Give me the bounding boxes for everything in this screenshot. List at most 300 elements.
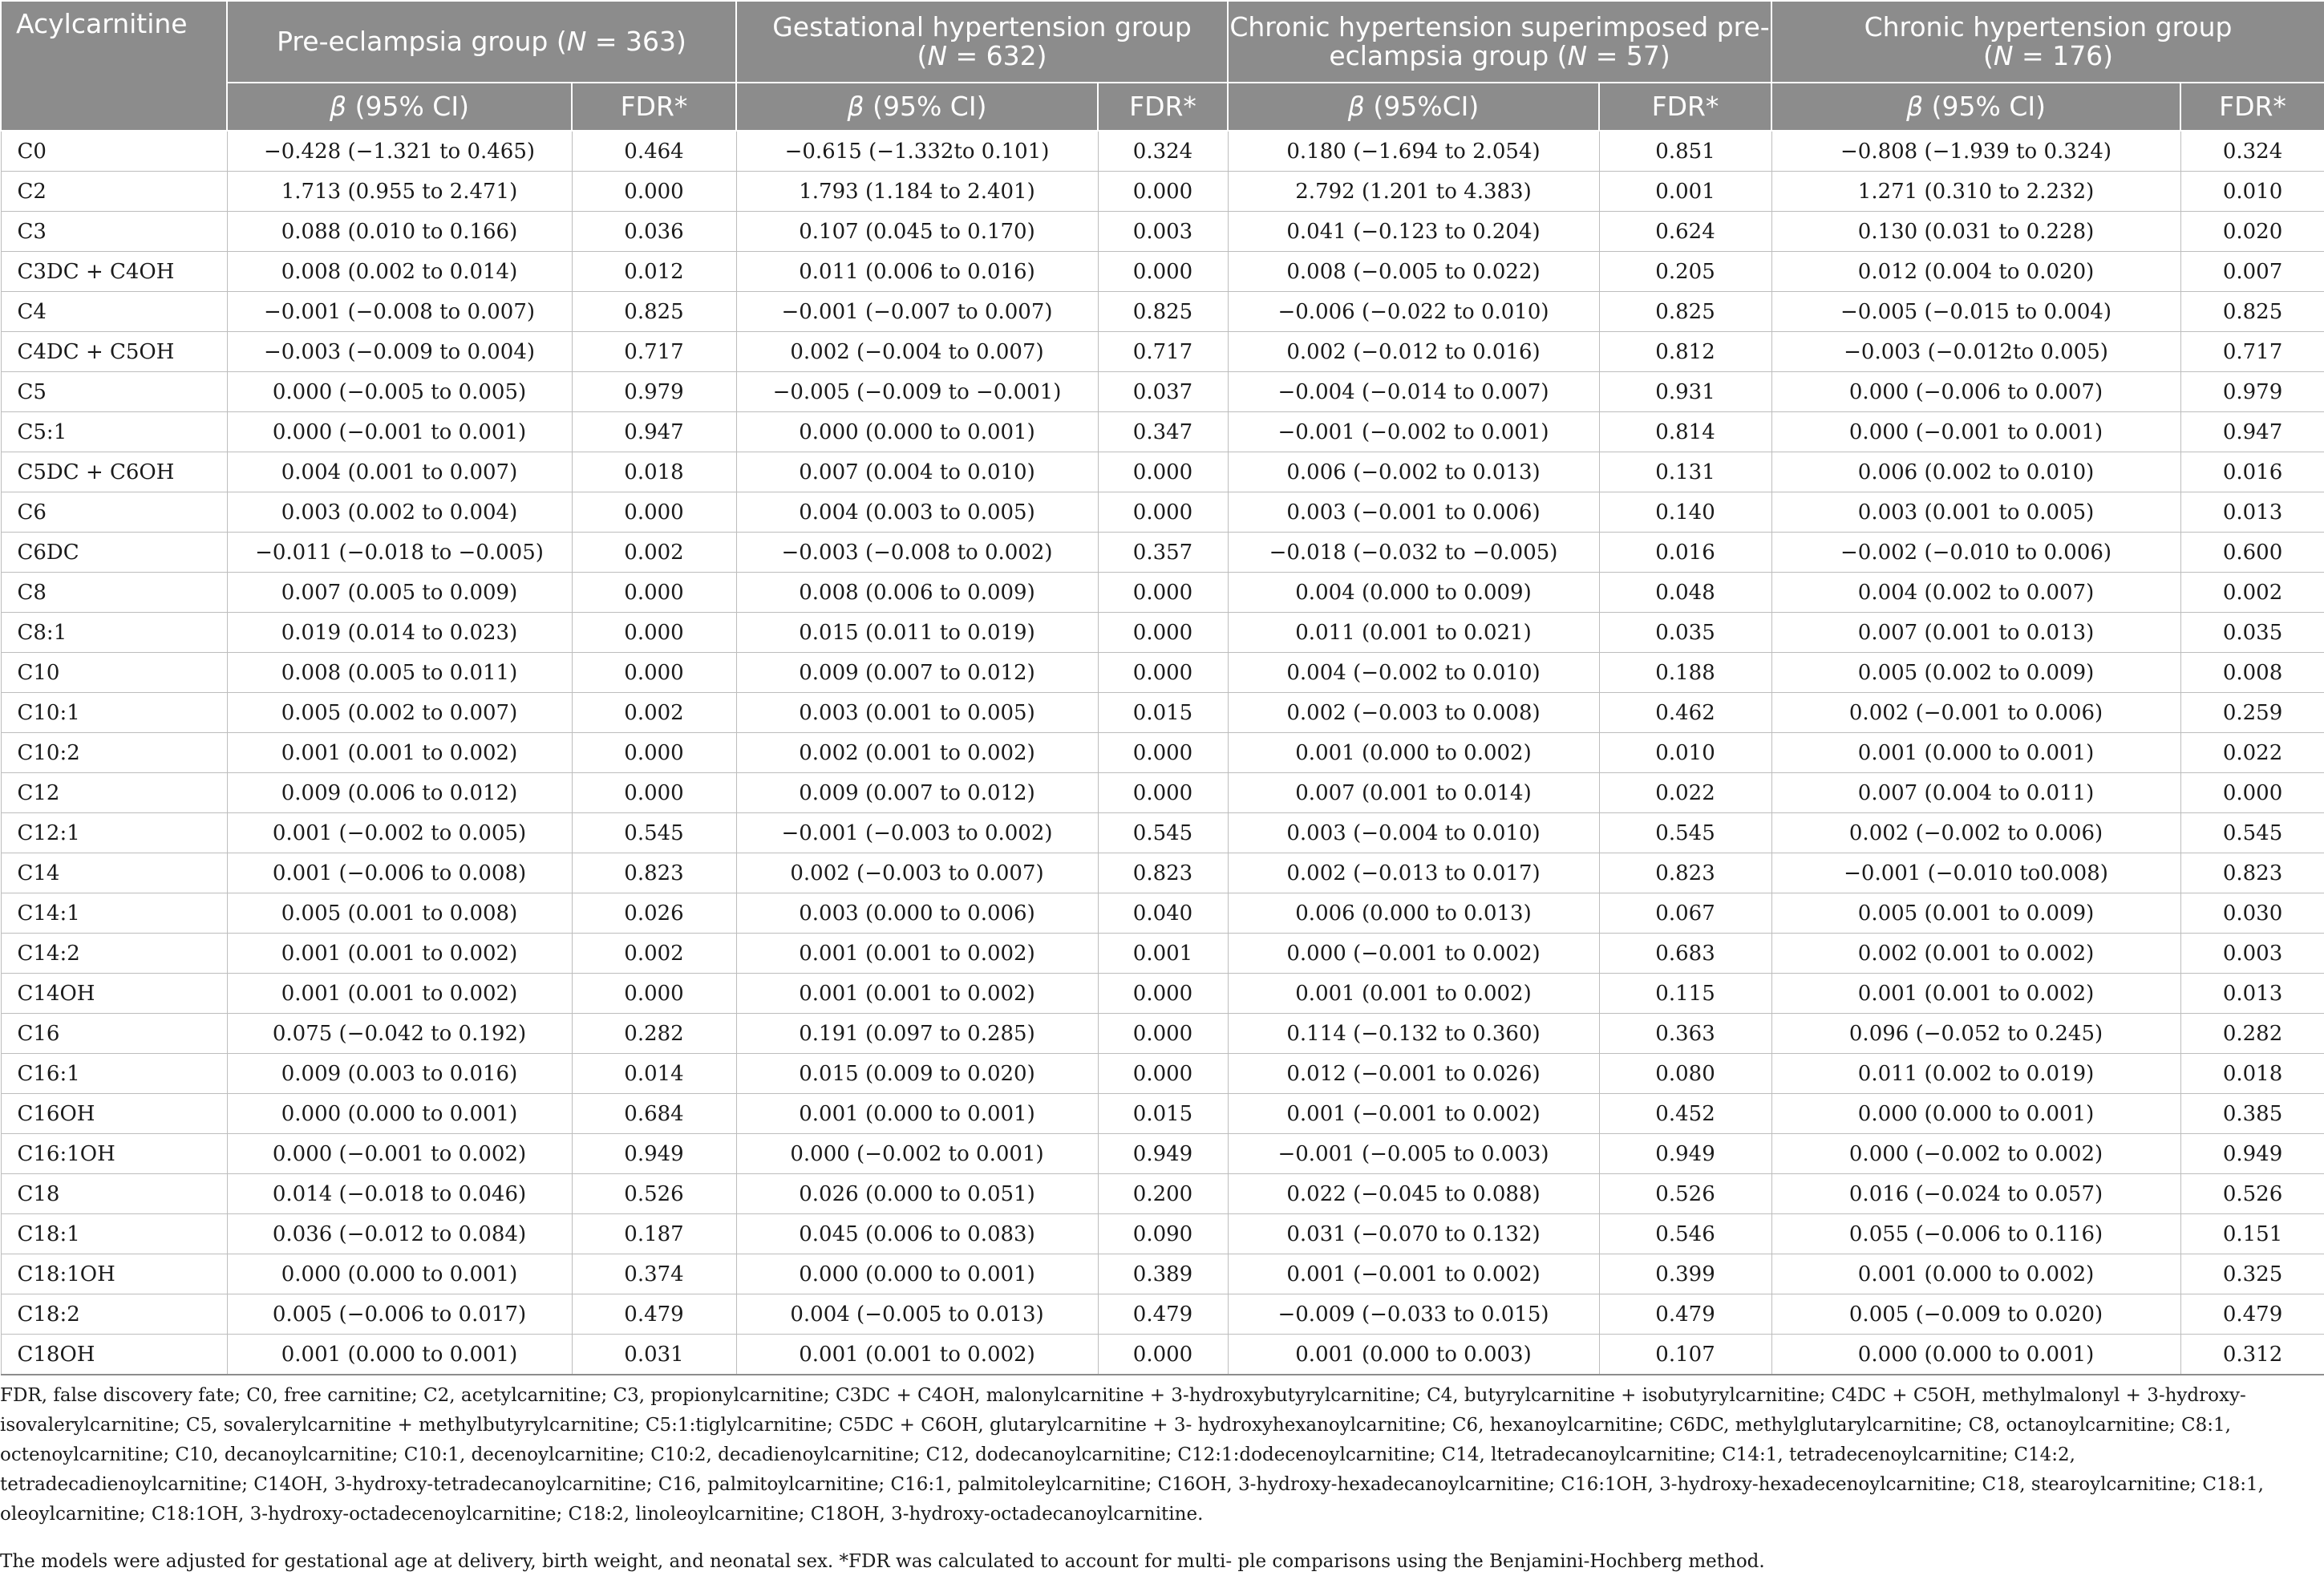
fdr-cell: 0.624 <box>1599 212 1771 252</box>
fdr-cell: 0.000 <box>1098 172 1228 212</box>
beta-ci-cell: 0.096 (−0.052 to 0.245) <box>1771 1014 2180 1054</box>
fdr-cell: 0.683 <box>1599 934 1771 974</box>
fdr-cell: 0.000 <box>572 492 736 533</box>
beta-ci-cell: 0.007 (0.001 to 0.014) <box>1228 773 1599 813</box>
table-row <box>1 1254 2324 1294</box>
acylcarnitine-cell: C14 <box>1 853 227 893</box>
fdr-cell: 0.090 <box>1098 1214 1228 1254</box>
beta-ci-cell: 0.001 (0.001 to 0.002) <box>227 733 572 773</box>
table-row <box>1 974 2324 1014</box>
group-header-gestational-hypertension: Gestational hypertension group (N = 632) <box>736 1 1228 83</box>
beta-ci-cell: 0.019 (0.014 to 0.023) <box>227 613 572 653</box>
fdr-cell: 0.035 <box>2180 613 2324 653</box>
fdr-header: FDR* <box>1599 83 1771 131</box>
beta-ci-cell: 0.008 (−0.005 to 0.022) <box>1228 252 1599 292</box>
group-header-chronic-superimposed: Chronic hypertension superimposed pre-eclampsia group (N = 57) <box>1228 1 1771 83</box>
fdr-cell: 0.949 <box>572 1134 736 1174</box>
acylcarnitine-cell: C10 <box>1 653 227 693</box>
fdr-cell: 0.545 <box>1599 813 1771 853</box>
table-row <box>1 1054 2324 1094</box>
acylcarnitine-cell: C18OH <box>1 1335 227 1375</box>
fdr-cell: 0.000 <box>572 974 736 1014</box>
beta-ci-cell: 0.000 (−0.005 to 0.005) <box>227 372 572 412</box>
beta-ci-cell: 1.271 (0.310 to 2.232) <box>1771 172 2180 212</box>
table-row <box>1 573 2324 613</box>
fdr-cell: 0.825 <box>1098 292 1228 332</box>
beta-ci-cell: 0.001 (−0.006 to 0.008) <box>227 853 572 893</box>
fdr-cell: 0.452 <box>1599 1094 1771 1134</box>
fdr-cell: 0.000 <box>1098 653 1228 693</box>
group-header-chronic-hypertension: Chronic hypertension group (N = 176) <box>1771 1 2324 83</box>
fdr-cell: 0.363 <box>1599 1014 1771 1054</box>
beta-ci-cell: −0.005 (−0.009 to −0.001) <box>736 372 1098 412</box>
beta-ci-header: β (95%CI) <box>1228 83 1599 131</box>
fdr-cell: 0.000 <box>572 172 736 212</box>
beta-ci-cell: 0.191 (0.097 to 0.285) <box>736 1014 1098 1054</box>
beta-ci-cell: 0.004 (0.002 to 0.007) <box>1771 573 2180 613</box>
fdr-cell: 0.949 <box>1599 1134 1771 1174</box>
fdr-cell: 0.031 <box>572 1335 736 1375</box>
table-row <box>1 813 2324 853</box>
fdr-cell: 0.022 <box>2180 733 2324 773</box>
table-row <box>1 492 2324 533</box>
table-row <box>1 292 2324 332</box>
fdr-cell: 0.823 <box>1098 853 1228 893</box>
fdr-cell: 0.464 <box>572 131 736 172</box>
beta-ci-cell: 0.001 (0.001 to 0.002) <box>227 934 572 974</box>
fdr-cell: 0.600 <box>2180 533 2324 573</box>
beta-ci-cell: 1.793 (1.184 to 2.401) <box>736 172 1098 212</box>
fdr-cell: 0.717 <box>572 332 736 372</box>
beta-ci-cell: −0.005 (−0.015 to 0.004) <box>1771 292 2180 332</box>
acylcarnitine-cell: C16 <box>1 1014 227 1054</box>
beta-ci-cell: −0.001 (−0.007 to 0.007) <box>736 292 1098 332</box>
beta-ci-cell: 0.008 (0.005 to 0.011) <box>227 653 572 693</box>
fdr-cell: 0.947 <box>572 412 736 452</box>
acylcarnitine-cell: C3 <box>1 212 227 252</box>
beta-ci-cell: 0.001 (0.000 to 0.002) <box>1228 733 1599 773</box>
beta-ci-cell: 0.022 (−0.045 to 0.088) <box>1228 1174 1599 1214</box>
table-row <box>1 332 2324 372</box>
beta-ci-cell: 0.008 (0.006 to 0.009) <box>736 573 1098 613</box>
beta-ci-cell: −0.808 (−1.939 to 0.324) <box>1771 131 2180 172</box>
fdr-cell: 0.479 <box>572 1294 736 1335</box>
beta-ci-cell: 0.001 (0.000 to 0.003) <box>1228 1335 1599 1375</box>
fdr-cell: 0.014 <box>572 1054 736 1094</box>
beta-ci-cell: 0.055 (−0.006 to 0.116) <box>1771 1214 2180 1254</box>
fdr-cell: 0.479 <box>1599 1294 1771 1335</box>
beta-ci-cell: 0.000 (−0.001 to 0.002) <box>227 1134 572 1174</box>
acylcarnitine-cell: C5 <box>1 372 227 412</box>
fdr-cell: 0.001 <box>1098 934 1228 974</box>
fdr-cell: 0.479 <box>1098 1294 1228 1335</box>
fdr-cell: 0.188 <box>1599 653 1771 693</box>
beta-ci-cell: 0.041 (−0.123 to 0.204) <box>1228 212 1599 252</box>
beta-ci-cell: 0.007 (0.004 to 0.010) <box>736 452 1098 492</box>
fdr-cell: 0.479 <box>2180 1294 2324 1335</box>
fdr-cell: 0.040 <box>1098 893 1228 934</box>
fdr-cell: 0.545 <box>572 813 736 853</box>
beta-ci-cell: −0.003 (−0.008 to 0.002) <box>736 533 1098 573</box>
beta-ci-cell: 0.000 (−0.006 to 0.007) <box>1771 372 2180 412</box>
beta-ci-cell: 0.015 (0.011 to 0.019) <box>736 613 1098 653</box>
fdr-cell: 0.000 <box>1098 452 1228 492</box>
beta-ci-cell: 0.003 (−0.001 to 0.006) <box>1228 492 1599 533</box>
beta-ci-cell: −0.003 (−0.012to 0.005) <box>1771 332 2180 372</box>
beta-ci-cell: −0.018 (−0.032 to −0.005) <box>1228 533 1599 573</box>
beta-ci-cell: 0.002 (0.001 to 0.002) <box>736 733 1098 773</box>
acylcarnitine-cell: C4 <box>1 292 227 332</box>
acylcarnitine-cell: C5:1 <box>1 412 227 452</box>
fdr-cell: 0.002 <box>572 693 736 733</box>
fdr-cell: 0.282 <box>572 1014 736 1054</box>
acylcarnitine-cell: C5DC + C6OH <box>1 452 227 492</box>
fdr-cell: 0.115 <box>1599 974 1771 1014</box>
beta-ci-cell: 0.107 (0.045 to 0.170) <box>736 212 1098 252</box>
fdr-cell: 0.812 <box>1599 332 1771 372</box>
table-row <box>1 452 2324 492</box>
fdr-cell: 0.000 <box>1098 613 1228 653</box>
beta-ci-cell: 0.000 (0.000 to 0.001) <box>736 1254 1098 1294</box>
beta-ci-cell: −0.004 (−0.014 to 0.007) <box>1228 372 1599 412</box>
beta-ci-cell: 0.075 (−0.042 to 0.192) <box>227 1014 572 1054</box>
beta-ci-cell: 0.003 (−0.004 to 0.010) <box>1228 813 1599 853</box>
table-header <box>1 1 2324 131</box>
fdr-cell: 0.000 <box>1098 974 1228 1014</box>
fdr-cell: 0.526 <box>1599 1174 1771 1214</box>
beta-ci-cell: 0.014 (−0.018 to 0.046) <box>227 1174 572 1214</box>
beta-ci-cell: 0.005 (−0.009 to 0.020) <box>1771 1294 2180 1335</box>
fdr-cell: 0.385 <box>2180 1094 2324 1134</box>
beta-ci-cell: 0.002 (−0.004 to 0.007) <box>736 332 1098 372</box>
beta-ci-cell: −0.006 (−0.022 to 0.010) <box>1228 292 1599 332</box>
fdr-cell: 0.030 <box>2180 893 2324 934</box>
acylcarnitine-cell: C0 <box>1 131 227 172</box>
beta-ci-cell: −0.001 (−0.003 to 0.002) <box>736 813 1098 853</box>
fdr-cell: 0.000 <box>572 773 736 813</box>
fdr-cell: 0.035 <box>1599 613 1771 653</box>
fdr-cell: 0.000 <box>1098 252 1228 292</box>
beta-ci-cell: 0.009 (0.007 to 0.012) <box>736 773 1098 813</box>
beta-ci-cell: 0.001 (−0.002 to 0.005) <box>227 813 572 853</box>
beta-ci-cell: 0.009 (0.003 to 0.016) <box>227 1054 572 1094</box>
table-row <box>1 212 2324 252</box>
beta-ci-cell: 0.012 (−0.001 to 0.026) <box>1228 1054 1599 1094</box>
acylcarnitine-cell: C16:1 <box>1 1054 227 1094</box>
beta-ci-cell: 0.002 (0.001 to 0.002) <box>1771 934 2180 974</box>
fdr-cell: 0.131 <box>1599 452 1771 492</box>
table-row <box>1 131 2324 172</box>
beta-ci-cell: −0.002 (−0.010 to 0.006) <box>1771 533 2180 573</box>
acylcarnitine-cell: C2 <box>1 172 227 212</box>
fdr-cell: 0.200 <box>1098 1174 1228 1214</box>
fdr-cell: 0.013 <box>2180 974 2324 1014</box>
fdr-cell: 0.717 <box>1098 332 1228 372</box>
fdr-cell: 0.545 <box>2180 813 2324 853</box>
acylcarnitine-cell: C18:1 <box>1 1214 227 1254</box>
fdr-cell: 0.003 <box>1098 212 1228 252</box>
table-row <box>1 372 2324 412</box>
beta-ci-cell: 0.006 (0.002 to 0.010) <box>1771 452 2180 492</box>
beta-ci-cell: 0.001 (−0.001 to 0.002) <box>1228 1254 1599 1294</box>
table-row <box>1 853 2324 893</box>
beta-ci-cell: 1.713 (0.955 to 2.471) <box>227 172 572 212</box>
fdr-cell: 0.825 <box>572 292 736 332</box>
fdr-cell: 0.000 <box>572 613 736 653</box>
beta-ci-cell: 0.007 (0.001 to 0.013) <box>1771 613 2180 653</box>
beta-ci-cell: 0.031 (−0.070 to 0.132) <box>1228 1214 1599 1254</box>
fdr-cell: 0.374 <box>572 1254 736 1294</box>
beta-ci-cell: 0.003 (0.002 to 0.004) <box>227 492 572 533</box>
beta-ci-cell: 0.004 (0.001 to 0.007) <box>227 452 572 492</box>
fdr-cell: 0.020 <box>2180 212 2324 252</box>
beta-ci-cell: 0.001 (0.000 to 0.001) <box>227 1335 572 1375</box>
beta-ci-cell: 0.004 (−0.005 to 0.013) <box>736 1294 1098 1335</box>
fdr-cell: 0.067 <box>1599 893 1771 934</box>
fdr-cell: 0.002 <box>572 533 736 573</box>
table-row <box>1 733 2324 773</box>
beta-ci-cell: 2.792 (1.201 to 4.383) <box>1228 172 1599 212</box>
fdr-cell: 0.823 <box>2180 853 2324 893</box>
fdr-cell: 0.002 <box>572 934 736 974</box>
beta-ci-header: β (95% CI) <box>227 83 572 131</box>
fdr-cell: 0.546 <box>1599 1214 1771 1254</box>
beta-ci-cell: 0.088 (0.010 to 0.166) <box>227 212 572 252</box>
fdr-cell: 0.979 <box>572 372 736 412</box>
beta-ci-cell: 0.003 (0.000 to 0.006) <box>736 893 1098 934</box>
fdr-cell: 0.717 <box>2180 332 2324 372</box>
fdr-cell: 0.018 <box>572 452 736 492</box>
beta-ci-cell: 0.045 (0.006 to 0.083) <box>736 1214 1098 1254</box>
fdr-cell: 0.016 <box>1599 533 1771 573</box>
fdr-cell: 0.259 <box>2180 693 2324 733</box>
fdr-cell: 0.151 <box>2180 1214 2324 1254</box>
fdr-cell: 0.015 <box>1098 1094 1228 1134</box>
table-row <box>1 172 2324 212</box>
beta-ci-cell: 0.001 (−0.001 to 0.002) <box>1228 1094 1599 1134</box>
beta-ci-cell: 0.005 (0.002 to 0.007) <box>227 693 572 733</box>
beta-ci-cell: 0.003 (0.001 to 0.005) <box>736 693 1098 733</box>
table-row <box>1 1174 2324 1214</box>
fdr-cell: 0.003 <box>2180 934 2324 974</box>
beta-ci-cell: 0.016 (−0.024 to 0.057) <box>1771 1174 2180 1214</box>
fdr-cell: 0.026 <box>572 893 736 934</box>
table-row <box>1 1335 2324 1375</box>
fdr-cell: 0.823 <box>572 853 736 893</box>
acylcarnitine-cell: C16:1OH <box>1 1134 227 1174</box>
fdr-header: FDR* <box>2180 83 2324 131</box>
beta-ci-cell: 0.015 (0.009 to 0.020) <box>736 1054 1098 1094</box>
acylcarnitine-cell: C8 <box>1 573 227 613</box>
beta-ci-cell: 0.000 (0.000 to 0.001) <box>227 1094 572 1134</box>
acylcarnitine-cell: C18:2 <box>1 1294 227 1335</box>
fdr-cell: 0.000 <box>572 733 736 773</box>
table-row <box>1 252 2324 292</box>
fdr-cell: 0.545 <box>1098 813 1228 853</box>
beta-ci-cell: 0.009 (0.007 to 0.012) <box>736 653 1098 693</box>
acylcarnitine-cell: C6DC <box>1 533 227 573</box>
acylcarnitine-cell: C18:1OH <box>1 1254 227 1294</box>
group-header-pre-eclampsia: Pre-eclampsia group (N = 363) <box>227 1 736 83</box>
fdr-cell: 0.312 <box>2180 1335 2324 1375</box>
fdr-cell: 0.010 <box>2180 172 2324 212</box>
fdr-cell: 0.036 <box>572 212 736 252</box>
models-footnote: The models were adjusted for gestational age at delivery, birth weight, and neonatal sex. *FDR was calculated to account for multi- ple comparisons using the Benjamini-Hochberg method. <box>0 1551 1765 1572</box>
fdr-cell: 0.825 <box>1599 292 1771 332</box>
fdr-cell: 0.000 <box>572 573 736 613</box>
fdr-cell: 0.949 <box>2180 1134 2324 1174</box>
acylcarnitine-cell: C8:1 <box>1 613 227 653</box>
fdr-cell: 0.013 <box>2180 492 2324 533</box>
table-row <box>1 613 2324 653</box>
acylcarnitine-cell: C14:1 <box>1 893 227 934</box>
fdr-cell: 0.000 <box>2180 773 2324 813</box>
fdr-cell: 0.462 <box>1599 693 1771 733</box>
fdr-cell: 0.823 <box>1599 853 1771 893</box>
fdr-header: FDR* <box>1098 83 1228 131</box>
beta-ci-cell: 0.007 (0.005 to 0.009) <box>227 573 572 613</box>
beta-ci-cell: 0.001 (0.000 to 0.002) <box>1771 1254 2180 1294</box>
beta-ci-cell: 0.001 (0.000 to 0.001) <box>736 1094 1098 1134</box>
fdr-cell: 0.282 <box>2180 1014 2324 1054</box>
beta-ci-cell: 0.012 (0.004 to 0.020) <box>1771 252 2180 292</box>
table-body <box>1 131 2324 1375</box>
table-row <box>1 1094 2324 1134</box>
beta-ci-cell: 0.036 (−0.012 to 0.084) <box>227 1214 572 1254</box>
fdr-cell: 0.979 <box>2180 372 2324 412</box>
beta-ci-cell: 0.001 (0.001 to 0.002) <box>736 974 1098 1014</box>
fdr-cell: 0.001 <box>1599 172 1771 212</box>
fdr-cell: 0.814 <box>1599 412 1771 452</box>
beta-ci-cell: 0.001 (0.000 to 0.001) <box>1771 733 2180 773</box>
acylcarnitine-header: Acylcarnitine <box>1 1 227 131</box>
fdr-cell: 0.000 <box>1098 1014 1228 1054</box>
fdr-cell: 0.018 <box>2180 1054 2324 1094</box>
beta-ci-cell: 0.005 (0.002 to 0.009) <box>1771 653 2180 693</box>
beta-ci-cell: 0.005 (−0.006 to 0.017) <box>227 1294 572 1335</box>
fdr-cell: 0.949 <box>1098 1134 1228 1174</box>
beta-ci-cell: 0.006 (0.000 to 0.013) <box>1228 893 1599 934</box>
acylcarnitine-cell: C14OH <box>1 974 227 1014</box>
beta-ci-cell: 0.004 (−0.002 to 0.010) <box>1228 653 1599 693</box>
fdr-cell: 0.008 <box>2180 653 2324 693</box>
beta-ci-cell: 0.004 (0.003 to 0.005) <box>736 492 1098 533</box>
fdr-cell: 0.037 <box>1098 372 1228 412</box>
beta-ci-cell: 0.011 (0.006 to 0.016) <box>736 252 1098 292</box>
beta-ci-cell: 0.000 (0.000 to 0.001) <box>736 412 1098 452</box>
fdr-cell: 0.000 <box>1098 1335 1228 1375</box>
fdr-cell: 0.324 <box>2180 131 2324 172</box>
beta-ci-cell: −0.009 (−0.033 to 0.015) <box>1228 1294 1599 1335</box>
beta-ci-cell: 0.180 (−1.694 to 2.054) <box>1228 131 1599 172</box>
beta-ci-cell: 0.130 (0.031 to 0.228) <box>1771 212 2180 252</box>
beta-ci-cell: −0.001 (−0.005 to 0.003) <box>1228 1134 1599 1174</box>
acylcarnitine-cell: C12:1 <box>1 813 227 853</box>
beta-ci-cell: 0.002 (−0.013 to 0.017) <box>1228 853 1599 893</box>
table-row <box>1 533 2324 573</box>
beta-ci-cell: 0.000 (−0.001 to 0.002) <box>1228 934 1599 974</box>
fdr-cell: 0.851 <box>1599 131 1771 172</box>
beta-ci-cell: 0.000 (−0.001 to 0.001) <box>1771 412 2180 452</box>
fdr-cell: 0.016 <box>2180 452 2324 492</box>
table-row <box>1 934 2324 974</box>
beta-ci-cell: 0.005 (0.001 to 0.009) <box>1771 893 2180 934</box>
beta-ci-cell: 0.001 (0.001 to 0.002) <box>227 974 572 1014</box>
fdr-cell: 0.010 <box>1599 733 1771 773</box>
fdr-header: FDR* <box>572 83 736 131</box>
fdr-cell: 0.000 <box>572 653 736 693</box>
beta-ci-cell: 0.114 (−0.132 to 0.360) <box>1228 1014 1599 1054</box>
beta-ci-cell: 0.000 (0.000 to 0.001) <box>1771 1335 2180 1375</box>
fdr-cell: 0.007 <box>2180 252 2324 292</box>
fdr-cell: 0.324 <box>1098 131 1228 172</box>
beta-ci-cell: 0.002 (−0.003 to 0.008) <box>1228 693 1599 733</box>
beta-ci-cell: −0.001 (−0.010 to0.008) <box>1771 853 2180 893</box>
fdr-cell: 0.000 <box>1098 733 1228 773</box>
fdr-cell: 0.002 <box>2180 573 2324 613</box>
beta-ci-cell: −0.001 (−0.002 to 0.001) <box>1228 412 1599 452</box>
beta-ci-header: β (95% CI) <box>736 83 1098 131</box>
acylcarnitine-cell: C3DC + C4OH <box>1 252 227 292</box>
fdr-cell: 0.325 <box>2180 1254 2324 1294</box>
acylcarnitine-cell: C10:1 <box>1 693 227 733</box>
fdr-cell: 0.931 <box>1599 372 1771 412</box>
beta-ci-cell: −0.011 (−0.018 to −0.005) <box>227 533 572 573</box>
beta-ci-cell: 0.026 (0.000 to 0.051) <box>736 1174 1098 1214</box>
table-row <box>1 1134 2324 1174</box>
fdr-cell: 0.015 <box>1098 693 1228 733</box>
beta-ci-cell: 0.011 (0.002 to 0.019) <box>1771 1054 2180 1094</box>
beta-ci-cell: 0.003 (0.001 to 0.005) <box>1771 492 2180 533</box>
beta-ci-cell: 0.001 (0.001 to 0.002) <box>736 934 1098 974</box>
table-row <box>1 693 2324 733</box>
beta-ci-cell: 0.001 (0.001 to 0.002) <box>1228 974 1599 1014</box>
table-row <box>1 1214 2324 1254</box>
beta-ci-cell: 0.001 (0.001 to 0.002) <box>736 1335 1098 1375</box>
beta-ci-cell: 0.005 (0.001 to 0.008) <box>227 893 572 934</box>
fdr-cell: 0.389 <box>1098 1254 1228 1294</box>
fdr-cell: 0.357 <box>1098 533 1228 573</box>
acylcarnitine-cell: C12 <box>1 773 227 813</box>
beta-ci-cell: 0.000 (0.000 to 0.001) <box>1771 1094 2180 1134</box>
table-row <box>1 653 2324 693</box>
acylcarnitine-cell: C18 <box>1 1174 227 1214</box>
beta-ci-cell: 0.002 (−0.012 to 0.016) <box>1228 332 1599 372</box>
acylcarnitine-cell: C16OH <box>1 1094 227 1134</box>
fdr-cell: 0.347 <box>1098 412 1228 452</box>
table-row <box>1 893 2324 934</box>
acylcarnitine-cell: C4DC + C5OH <box>1 332 227 372</box>
fdr-cell: 0.107 <box>1599 1335 1771 1375</box>
beta-ci-cell: 0.002 (−0.003 to 0.007) <box>736 853 1098 893</box>
fdr-cell: 0.187 <box>572 1214 736 1254</box>
table-row <box>1 773 2324 813</box>
fdr-cell: 0.684 <box>572 1094 736 1134</box>
beta-ci-cell: 0.006 (−0.002 to 0.013) <box>1228 452 1599 492</box>
beta-ci-cell: 0.004 (0.000 to 0.009) <box>1228 573 1599 613</box>
fdr-cell: 0.000 <box>1098 773 1228 813</box>
abbreviations-footnote: FDR, false discovery fate; C0, free carnitine; C2, acetylcarnitine; C3, propionylcarnitine; C3DC + C4OH, malonylcarnitine + 3-hydroxybutyrylcarnitine; C4, butyrylcarnitine + isobutyrylcarnitine; C4DC + C5OH, methylmalonyl + 3-hydroxy-isovalerylcarnitine; C5, sovalerylcarnitine + methylbutyrylcarnitine; C5:1:tiglylcarnitine; C5DC + C6OH, glutarylcarnitine + 3- hydroxyhexanoylcarnitine; C6, hexanoylcarnitine; C6DC, methylglutarylcarnitine; C8, octanoylcarnitine; C8:1, octenoylcarnitine; C10, decanoylcarnitine; C10:1, decenoylcarnitine; C10:2, decadienoylcarnitine; C12, dodecanoylcarnitine; C12:1:dodecenoylcarnitine; C14, ltetradecanoylcarnitine; C14:1, tetradecenoylcarnitine; C14:2, tetradecadienoylcarnitine; C14OH, 3-hydroxy-tetradecanoylcarnitine; C16, palmitoylcarnitine; C16:1, palmitoleylcarnitine; C16OH, 3-hydroxy-hexadecanoylcarnitine; C16:1OH, 3-hydroxy-hexadecenoylcarnitine; C18, stearoylcarnitine; C18:1, oleoylcarnitine; C18:1OH, 3-hydroxy-octadecenoylcarnitine; C18:2, linoleoylcarnitine; C18OH, 3-hydroxy-octadecanoylcarnitine. <box>0 1385 2264 1525</box>
beta-ci-cell: −0.003 (−0.009 to 0.004) <box>227 332 572 372</box>
fdr-cell: 0.399 <box>1599 1254 1771 1294</box>
beta-ci-cell: 0.002 (−0.001 to 0.006) <box>1771 693 2180 733</box>
fdr-cell: 0.526 <box>572 1174 736 1214</box>
acylcarnitine-cell: C14:2 <box>1 934 227 974</box>
beta-ci-cell: 0.000 (0.000 to 0.001) <box>227 1254 572 1294</box>
acylcarnitine-cell: C6 <box>1 492 227 533</box>
fdr-cell: 0.205 <box>1599 252 1771 292</box>
beta-ci-cell: 0.007 (0.004 to 0.011) <box>1771 773 2180 813</box>
